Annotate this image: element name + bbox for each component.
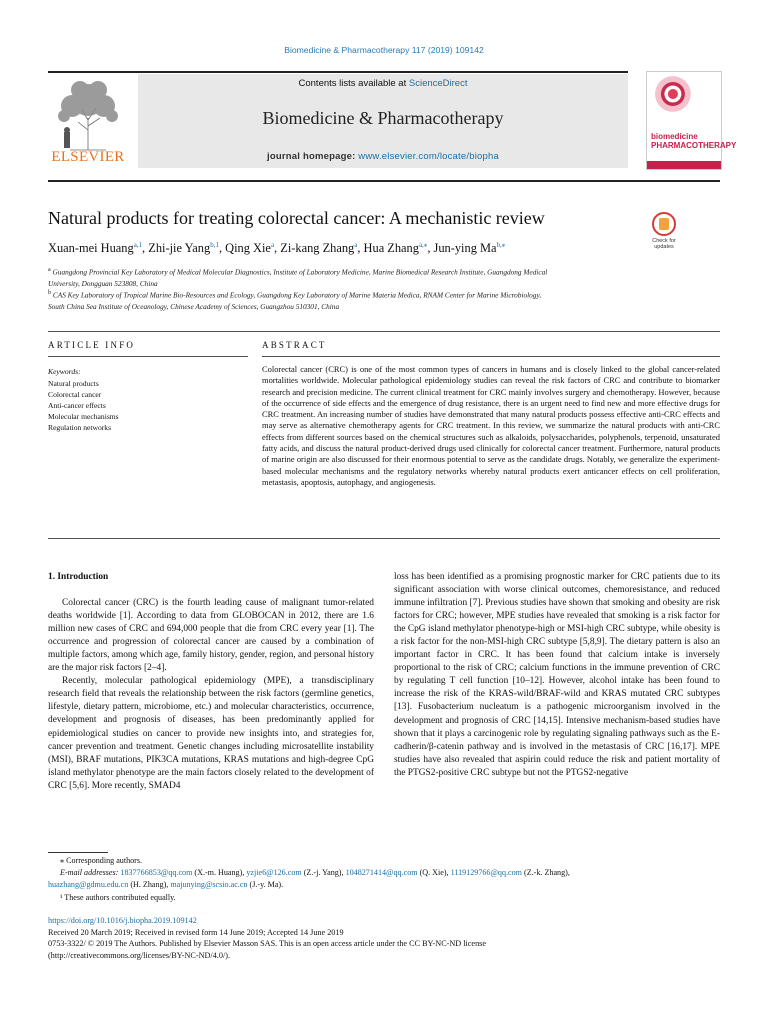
keyword-item: Colorectal cancer	[48, 390, 102, 399]
info-sub-rule	[48, 356, 248, 357]
info-top-rule	[48, 331, 720, 332]
email-link[interactable]: yzjie6@126.com	[246, 868, 302, 878]
article-info-heading: ARTICLE INFO	[48, 340, 136, 350]
email-link[interactable]: 1119129766@qq.com	[450, 868, 522, 878]
email-addresses: E-mail addresses: 1837766853@qq.com (X.-m. Huang), yzjie6@126.com (Z.-j. Yang), 1048271414@qq.com (Q. Xie), 1119129766@qq.com (Z.-k. Zhang),	[60, 868, 570, 878]
journal-cover-thumbnail[interactable]	[646, 71, 737, 170]
elsevier-logo[interactable]	[48, 74, 128, 168]
sciencedirect-link[interactable]: ScienceDirect	[408, 78, 468, 89]
abstract-sub-rule	[262, 356, 720, 357]
author[interactable]: Qing Xie$^a$	[225, 241, 275, 256]
email-addresses-cont: huazhang@gdmu.edu.cn (H. Zhang), majunying@scsio.ac.cn (J.-y. Ma).	[48, 880, 284, 890]
email-link[interactable]: 1837766853@qq.com	[120, 868, 193, 878]
author[interactable]: Hua Zhang$^{a,⁎}$	[363, 241, 428, 256]
footnote-rule	[48, 852, 108, 853]
journal-homepage	[138, 151, 628, 162]
journal-citation[interactable]: Biomedicine & Pharmacotherapy 117 (2019) 109142	[284, 45, 484, 55]
keyword-item: Natural products	[48, 379, 99, 388]
corresponding-note: ⁎ Corresponding authors.	[60, 856, 143, 865]
banner-top-rule	[48, 71, 628, 73]
body-right-column	[394, 571, 720, 780]
tree-logo-icon	[48, 74, 128, 152]
paragraph: Recently, molecular pathological epidemiology (MPE), a transdisciplinary research field that reveals the relationship between the risk factors (germline genetics, lifestyle, dietary pattern, microbiome, etc.) and molecular characteristics, occurrence, development and prognosis of diseases, has been predominantly applied for epidemiological studies on cancer to provide new insights into, and strategies for, cancer prevention and treatment. Genetic changes including microsatellite instability (MSI), BRAF mutations, PIK3CA mutations, KRAS mutations and high-degree CpG island methylator phenotype are the main factors closely related to the development of CRC [5,6]. More recently, SMAD4	[48, 676, 374, 791]
footnotes	[48, 855, 720, 904]
author[interactable]: Xuan-mei Huang$^{a,1}$	[48, 241, 143, 256]
email-link[interactable]: huazhang@gdmu.edu.cn	[48, 880, 129, 890]
article-meta	[48, 915, 720, 961]
paragraph: loss has been identified as a promising prognostic marker for CRC patients due to its significant association with worse clinical outcomes, chemoresistance, and reduced immune infiltration [7]. Previous studies have shown that smoking and obesity are risk factors for CRC; however, MPE studies have revealed that smoking is a risk factor for the CpG island methylator phenotype-high or MSI-high CRC subtype, while obesity is a risk factor for the non-MSI-high CRC subtype [5,8,9]. The dietary pattern is also an important factor in CRC. It has been found that calcium intake is inversely proportional to the risk of CRC; calcium functions in the immune prevention of CRC by regulating T cell function [10–12]. However, alcohol intake has been found to increase the risk of the KRAS-wild/BRAF-wild and KRAS mutated CRC subtypes [13]. Fusobacterium nucleatum is a pathogenic microorganism involved in the development and prognosis of CRC [14,15]. Intensive mechanism-based studies have shown that it plays a carcinogenic role by regulating signaling pathways such as the E-cadherin/β-catenin pathway and is involved in the metastasis of CRC [16,17]. MPE studies have also revealed that aspirin could reduce the risk and patient mortality of the PTGS2-positive CRC subtype but not the PTGS2-negative	[394, 572, 720, 778]
author-list: Xuan-mei Huang$^{a,1}$, Zhi-jie Yang$^{b,1}$, Qing Xie$^a$, Zi-kang Zhang$^a$, Hua Zhang$^{a,⁎}$, Jun-ying $Ma^{b,⁎}$	[48, 241, 506, 256]
abstract-heading: ABSTRACT	[262, 340, 327, 350]
received-dates: Received 20 March 2019; Received in revised form 14 June 2019; Accepted 14 June 2019	[48, 927, 344, 937]
license-line: 0753-3322/ © 2019 The Authors. Published by Elsevier Masson SAS. This is an open access article under the CC BY-NC-ND license	[48, 939, 486, 949]
keywords-label: Keywords:	[48, 367, 81, 376]
license-url: (http://creativecommons.org/licenses/BY-NC-ND/4.0/).	[48, 950, 230, 960]
author[interactable]: Jun-ying $Ma^{b,⁎}$	[433, 241, 506, 256]
cover-band	[647, 161, 721, 169]
doi-link[interactable]: https://doi.org/10.1016/j.biopha.2019.109142	[48, 916, 197, 925]
email-link[interactable]: majunying@scsio.ac.cn	[170, 880, 248, 890]
abstract-bottom-rule	[48, 538, 720, 539]
banner-bottom-rule	[48, 180, 720, 182]
cover-artwork	[647, 72, 721, 127]
body-left-column	[48, 571, 374, 793]
keyword-item: Regulation networks	[48, 423, 112, 432]
cover-title: biomedicine PHARMACOTHERAPY	[651, 132, 737, 150]
check-updates-label: Check for updates	[652, 238, 676, 250]
keywords-list	[48, 378, 119, 433]
email-label: E-mail addresses:	[60, 868, 119, 878]
section-heading-introduction: 1. Introduction	[48, 572, 109, 582]
author[interactable]: Zi-kang Zhang$^a$	[280, 241, 358, 256]
journal-title: Biomedicine & Pharmacotherapy	[262, 108, 504, 128]
publisher-wordmark: ELSEVIER	[51, 149, 125, 165]
abstract-text: Colorectal cancer (CRC) is one of the most common types of cancers in humans and is closely linked to the global cancer-related mortalities worldwide. Molecular pathological epidemiology studies can reveal the risk factors of CRC and contribute to biomarker research and precision medicine. The current clinical treatment for CRC mainly involves surgery and chemotherapy. However, because of the occurrence of side effects and the emergence of drug resistance, there is an urgent need to find new and more effective drugs for CRC treatment. An increasing number of studies have demonstrated that many natural products possess effective anti-CRC effects and may serve as alternative chemotherapy agents for CRC treatment. In this review, we summarize the natural products with anti-CRC effects from different sources based on the chemical structures such as alkaloids, polysaccharides, polyphenols, terpenoid, unsaturated fatty acids, and discuss the natural product-derived drugs used clinically for colorectal cancer treatment. Furthermore, natural products of marine origin are also discussed for their enormous potential to serve as the candidate drugs. Notably, we generalize the experiment-based molecular mechanisms and the regulatory networks whereby natural products exert anticancer effects on cell proliferation, metastasis, apoptosis, autophagy, and angiogenesis.	[262, 364, 720, 487]
homepage-link[interactable]: www.elsevier.com/locate/biopha	[358, 151, 499, 162]
email-link[interactable]: 1048271414@qq.com	[345, 868, 418, 878]
affiliation-b: $^b$ CAS Key Laboratory of Tropical Marine Bio-Resources and Ecology, Guangdong Key Laboratory of Marine Materia Medica, RNAM Center for Marine Microbiology, South China Sea Institute of Oceanology, Chinese Academy of Sciences, Guangzhou 510301, China	[48, 290, 542, 311]
check-updates-icon	[652, 212, 676, 236]
contents-line	[138, 78, 628, 89]
author[interactable]: Zhi-jie Yang$^{b,1}$	[148, 241, 219, 256]
keyword-item: Molecular mechanisms	[48, 412, 119, 421]
homepage-label: journal homepage:	[267, 151, 356, 162]
paragraph: Colorectal cancer (CRC) is the fourth leading cause of malignant tumor-related deaths worldwide [1]. According to data from GLOBOCAN in 2012, there are 1.6 million new cases of CRC and 694,000 people that die from CRC every year [1]. The occurrence and progression of colorectal cancer are caused by a combination of multiple factors, among which age, family history, gender, region, and personal history are the major risk factors [2–4].	[48, 598, 375, 674]
affiliation-a: $^a$ Guangdong Provincial Key Laboratory of Medical Molecular Diagnostics, Institute of Laboratory Medicine, Marine Biomedical Research Institute, Guangdong Medical University, Dongguan 523808, China	[48, 267, 548, 288]
equal-contribution-note: ¹ These authors contributed equally.	[60, 892, 176, 902]
article-title: Natural products for treating colorectal cancer: A mechanistic review	[48, 208, 545, 228]
contents-prefix: Contents lists available at	[298, 78, 407, 89]
keyword-item: Anti-cancer effects	[48, 401, 106, 410]
